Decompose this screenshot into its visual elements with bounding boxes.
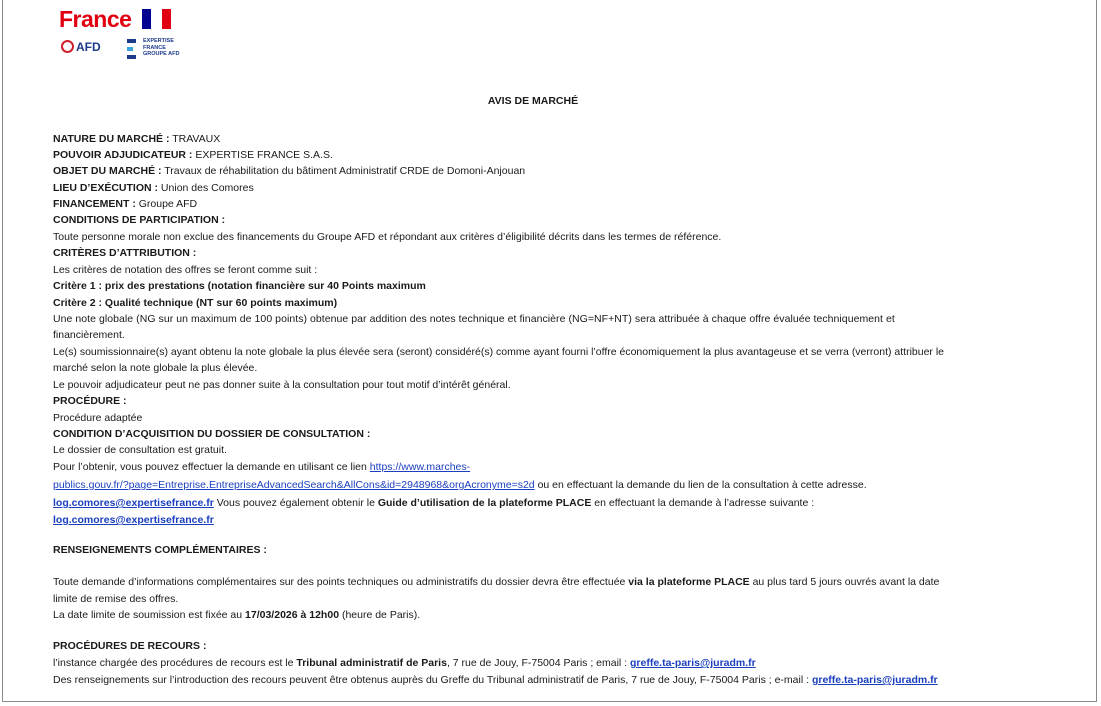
critere-1: Critère 1 : prix des prestations (notation financière sur 40 Points maximum <box>53 280 426 292</box>
procedure-heading: PROCÉDURE : <box>53 395 127 407</box>
obtenir-line: Pour l’obtenir, vous pouvez effectuer la demande en utilisant ce lien https://www.marches- <box>53 461 471 473</box>
conditions-heading: CONDITIONS DE PARTICIPATION : <box>53 214 226 226</box>
recours-line-1: l’instance chargée des procédures de recours est le Tribunal administratif de Paris, 7 rue de Jouy, F-75004 Paris ; email : greffe.ta-paris@juradm.fr <box>53 657 756 669</box>
acquisition-heading: CONDITION D’ACQUISITION DU DOSSIER DE CONSULTATION : <box>53 428 371 440</box>
partner-logos <box>61 38 201 66</box>
link-line: publics.gouv.fr/?page=Entreprise.EntrepriseAdvancedSearch&AllCons&id=2948968&orgAcronyme=s2d ou en effectuant la demande du lien de la consultation à cette adresse. <box>53 479 867 491</box>
email-log-link-2[interactable]: log.comores@expertisefrance.fr <box>53 514 214 526</box>
document-frame <box>2 0 1097 702</box>
email-log-link-1[interactable]: log.comores@expertisefrance.fr <box>53 497 214 509</box>
page-title: AVIS DE MARCHÉ <box>487 95 579 107</box>
nature-line: NATURE DU MARCHÉ : TRAVAUX <box>53 133 221 145</box>
french-flag-icon <box>142 9 171 29</box>
pouvoir-text: Le pouvoir adjudicateur peut ne pas donner suite à la consultation pour tout motif d’intérêt général. <box>53 379 511 391</box>
expertise-france-mark-icon <box>127 39 137 61</box>
marches-publics-link-part2[interactable]: publics.gouv.fr/?page=Entreprise.EntrepriseAdvancedSearch&AllCons&id=2948968&orgAcronyme=s2d <box>53 479 535 491</box>
criteres-intro: Les critères de notation des offres se feront comme suit : <box>53 264 318 276</box>
recours-heading: PROCÉDURES DE RECOURS : <box>53 640 207 652</box>
critere-2: Critère 2 : Qualité technique (NT sur 60 points maximum) <box>53 297 338 309</box>
renseignements-line-1: Toute demande d’informations complémentaires sur des points techniques ou administratifs du dossier devra être effectuée via la plateforme PLACE au plus tard 5 jours ouvrés avant la date <box>53 576 940 588</box>
objet-line: OBJET DU MARCHÉ : Travaux de réhabilitation du bâtiment Administratif CRDE de Domoni-Anjouan <box>53 165 526 177</box>
afd-label: AFD <box>76 40 101 54</box>
france-wordmark: France <box>59 6 132 32</box>
france-logo <box>59 5 171 33</box>
soumissionnaire-line-2: marché selon la note globale la plus élevée. <box>53 362 258 374</box>
conditions-text: Toute personne morale non exclue des financements du Groupe AFD et répondant aux critères d’éligibilité décrits dans les termes de référence. <box>53 231 722 243</box>
note-globale-line-1: Une note globale (NG sur un maximum de 100 points) obtenue par addition des notes technique et financière (NG=NF+NT) sera attribuée à chaque offre évaluée techniquement et <box>53 313 895 325</box>
gratuit-text: Le dossier de consultation est gratuit. <box>53 444 227 456</box>
afd-ring-icon <box>61 40 74 53</box>
ef-line-3: GROUPE AFD <box>143 51 180 57</box>
financement-line: FINANCEMENT : Groupe AFD <box>53 198 198 210</box>
criteres-heading: CRITÈRES D’ATTRIBUTION : <box>53 247 197 259</box>
greffe-email-link-2[interactable]: greffe.ta-paris@juradm.fr <box>811 674 938 686</box>
pouvoir-line: POUVOIR ADJUDICATEUR : EXPERTISE FRANCE S.A.S. <box>53 149 333 161</box>
note-globale-line-2: financièrement. <box>53 329 125 341</box>
recours-line-2: Des renseignements sur l’introduction des recours peuvent être obtenus auprès du Greffe du Tribunal administratif de Paris, 7 rue de Jouy, F-75004 Paris ; e-mail : greffe.ta-paris@juradm.fr <box>53 674 938 686</box>
marches-publics-link-part1[interactable]: https://www.marches- <box>369 461 471 473</box>
lieu-line: LIEU D’EXÉCUTION : Union des Comores <box>53 182 254 194</box>
ef-line-1: EXPERTISE <box>143 38 174 44</box>
guide-line: log.comores@expertisefrance.fr Vous pouvez également obtenir le Guide d’utilisation de la plateforme PLACE en effectuant la demande à l’adresse suivante : <box>53 497 815 509</box>
ef-line-2: FRANCE <box>143 44 166 51</box>
date-limite-line: La date limite de soumission est fixée au 17/03/2026 à 12h00 (heure de Paris). <box>53 609 421 621</box>
renseignements-line-2: limite de remise des offres. <box>53 593 179 605</box>
greffe-email-link-1[interactable]: greffe.ta-paris@juradm.fr <box>630 657 756 669</box>
afd-logo <box>61 40 101 54</box>
soumissionnaire-line-1: Le(s) soumissionnaire(s) ayant obtenu la note globale la plus élevée sera (seront) considéré(s) comme ayant fourni l’offre économiquement la plus avantageuse et se verra (verront) attribuer le <box>53 346 945 358</box>
procedure-text: Procédure adaptée <box>53 412 143 424</box>
renseignements-heading: RENSEIGNEMENTS COMPLÉMENTAIRES : <box>53 544 267 556</box>
email-log-line <box>53 512 214 528</box>
